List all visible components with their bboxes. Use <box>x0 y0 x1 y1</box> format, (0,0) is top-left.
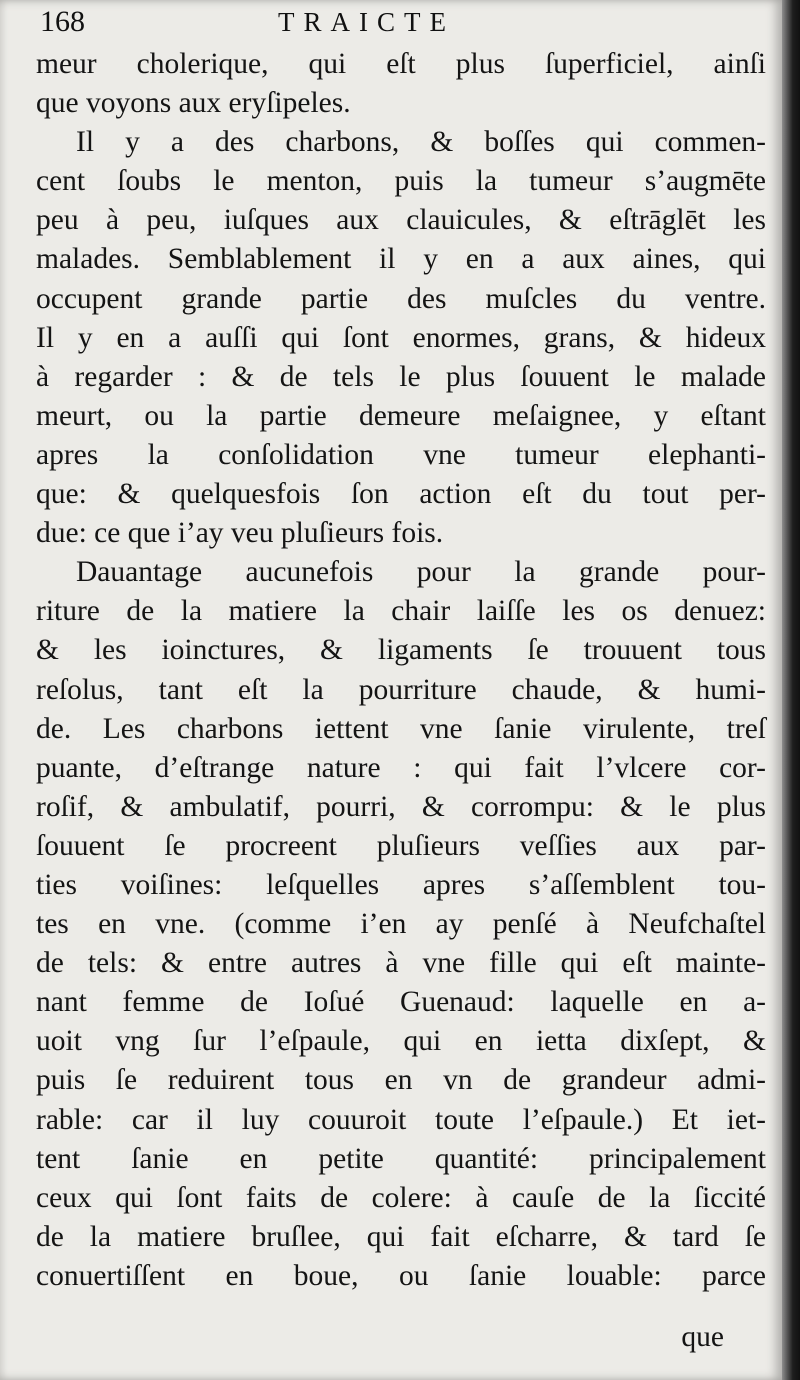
text-line: de. Les charbons iettent vne ſanie virulente, treſ <box>36 712 766 745</box>
page-number: 168 <box>40 5 85 38</box>
text-line: de tels: & entre autres à vne fille qui eſt mainte- <box>36 947 766 980</box>
text-line: rable: car il luy couuroit toute l’eſpaule.) Et iet- <box>36 1103 766 1136</box>
text-line: riture de la matiere la chair laiſſe les os denuez: <box>36 595 766 628</box>
text-line: puis ſe reduirent tous en vn de grandeur admi- <box>36 1064 766 1097</box>
text-line: à regarder : & de tels le plus ſouuent le malade <box>36 360 766 393</box>
text-line: ceux qui ſont faits de colere: à cauſe de la ſiccité <box>36 1181 766 1214</box>
text-line: roſif, & ambulatif, pourri, & corrompu: & le plus <box>36 790 766 823</box>
text-line: ties voiſines: leſquelles apres s’aſſemblent tou- <box>36 868 766 901</box>
running-title: TRAICTE <box>278 7 455 37</box>
text-line: apres la conſolidation vne tumeur elephanti- <box>36 438 766 471</box>
text-line: Il y a des charbons, & boſſes qui commen- <box>76 126 766 159</box>
text-line: tes en vne. (comme i’en ay penſé à Neufchaſtel <box>36 908 766 941</box>
text-line: due: ce que i’ay veu pluſieurs fois. <box>36 517 444 550</box>
text-line: reſolus, tant eſt la pourriture chaude, & humi- <box>36 673 766 706</box>
running-head <box>40 4 760 40</box>
text-line: meurt, ou la partie demeure meſaignee, y eſtant <box>36 399 766 432</box>
catchword: que <box>681 1321 724 1353</box>
text-line: puante, d’eſtrange nature : qui fait l’vlcere cor- <box>36 751 766 784</box>
text-line: uoit vng ſur l’eſpaule, qui en ietta dixſept, & <box>36 1025 766 1058</box>
text-line: ſouuent ſe procreent pluſieurs veſſies aux par- <box>36 829 766 862</box>
body-text <box>36 45 766 1296</box>
text-line: Il y en a auſſi qui ſont enormes, grans, & hideux <box>36 321 766 354</box>
text-line: cent ſoubs le menton, puis la tumeur s’augmēte <box>36 165 766 198</box>
text-line: occupent grande partie des muſcles du ventre. <box>36 282 766 315</box>
text-line: malades. Semblablement il y en a aux aines, qui <box>36 243 766 276</box>
text-line: de la matiere bruſlee, qui fait eſcharre, & tard ſe <box>36 1220 766 1253</box>
text-line: que: & quelquesfois ſon action eſt du tout per- <box>36 478 766 511</box>
text-line: tent ſanie en petite quantité: principalement <box>36 1142 766 1175</box>
text-line: & les ioinctures, & ligaments ſe trouuent tous <box>36 634 766 667</box>
text-line: conuertiſſent en boue, ou ſanie louable: parce <box>36 1259 766 1292</box>
text-line: meur cholerique, qui eſt plus ſuperficiel, ainſi <box>36 48 766 80</box>
page-edge-shadow <box>782 0 800 1380</box>
text-line: Dauantage aucunefois pour la grande pour- <box>76 556 766 589</box>
text-line: que voyons aux eryſipeles. <box>36 87 351 120</box>
text-line: nant femme de Ioſué Guenaud: laquelle en a- <box>36 986 766 1019</box>
text-line: peu à peu, iuſques aux clauicules, & eſtrāglēt les <box>36 204 766 237</box>
